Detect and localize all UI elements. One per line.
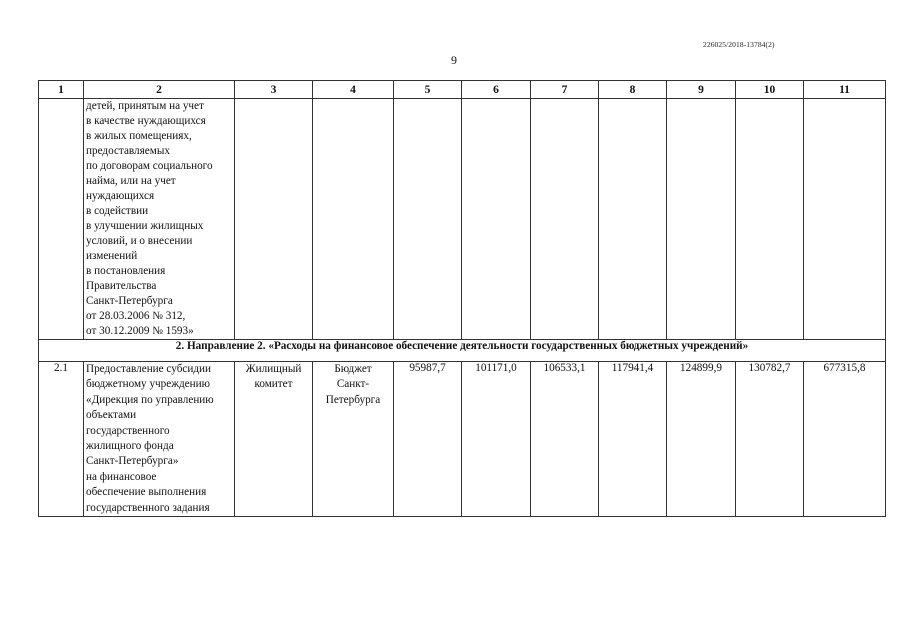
table-cell [667,99,736,340]
value-cell-total: 677315,8 [804,362,886,517]
table-cell [462,99,531,340]
column-header: 6 [462,81,531,99]
table-cell [736,99,804,340]
budget-table [38,80,886,517]
column-header: 9 [667,81,736,99]
column-header: 1 [39,81,84,99]
funding-source-text: Бюджет Санкт- Петербурга [325,363,381,406]
table-cell-source [313,362,394,517]
table-row-continued [39,99,886,340]
page-number: 9 [451,53,457,67]
section-heading: 2. Направление 2. «Расходы на финансовое обеспечение деятельности государственных бюджетных учреждений» [39,340,886,362]
column-header: 7 [531,81,599,99]
value-cell: 101171,0 [462,362,531,517]
table-cell [804,99,886,340]
table-cell [39,99,84,340]
table-row-2-1 [39,362,886,517]
column-header: 5 [394,81,462,99]
table-cell [531,99,599,340]
row-description-text: Предоставление субсидии бюджетному учреждению «Дирекция по управлению объектами государственного жилищного фонда Санкт-Петербурга» на финансовое обеспечение выполнения государственного задания [86,363,214,514]
column-number-row [39,81,886,99]
table-cell [235,99,313,340]
column-header: 2 [84,81,235,99]
table-cell [394,99,462,340]
row-number: 2.1 [39,362,84,517]
executor-text: Жилищный комитет [245,363,302,391]
column-header: 10 [736,81,804,99]
section-heading-row [39,340,886,362]
value-cell: 106533,1 [531,362,599,517]
table-cell [599,99,667,340]
column-header: 4 [313,81,394,99]
column-header: 11 [804,81,886,99]
table-cell-executor [235,362,313,517]
value-cell: 130782,7 [736,362,804,517]
table-cell [313,99,394,340]
continued-description-text: детей, принятым на учет в качестве нуждающихся в жилых помещениях, предоставляемых по договорам социального найма, или на учет нуждающихся в содействии в улучшении жилищных условий, и о внесении изменений в постановления Правительства Санкт-Петербурга от 28.03.2006 № 312, от 30.12.2009 № 1593» [86,100,213,337]
table-cell-description [84,99,235,340]
value-cell: 95987,7 [394,362,462,517]
value-cell: 117941,4 [599,362,667,517]
column-header: 8 [599,81,667,99]
document-reference: 226025/2018-13784(2) [703,40,775,49]
table-cell-description [84,362,235,517]
value-cell: 124899,9 [667,362,736,517]
column-header: 3 [235,81,313,99]
